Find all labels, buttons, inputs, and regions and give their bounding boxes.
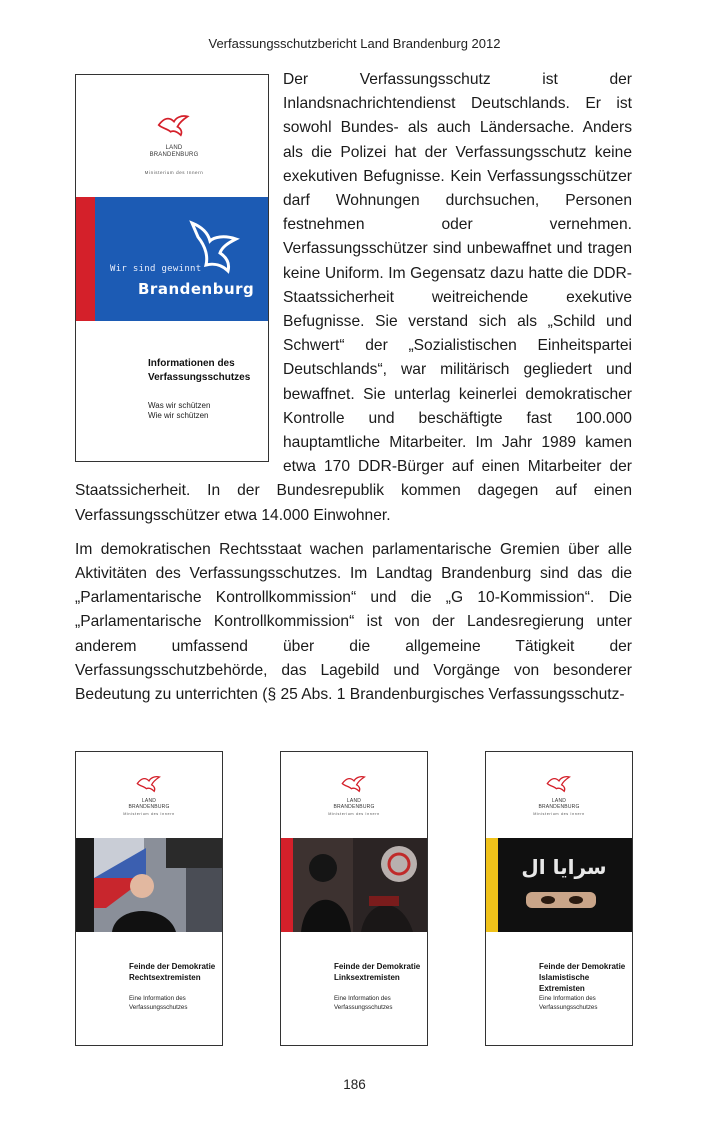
- brochure-cover-islamistische-extremisten: [485, 751, 633, 1046]
- logo-line-brandenburg: BRANDENBURG: [333, 804, 375, 810]
- brochure-title-line2: Islamistische Extremisten: [539, 973, 590, 993]
- brandenburg-logo: [530, 774, 588, 816]
- logo-subline: Ministerium des Innern: [328, 812, 380, 816]
- paragraph-2: Im demokratischen Rechtsstaat wachen parlamentarische Gremien über alle Aktivitäten des Verfassungsschutzes. Im Landtag Brandenburg sind das die „Parlamentarische Kontrollkommission“ und die „G 10-Kommission“. Die „Parlamentarische Kontrollkommission“ ist von der Landesregierung unter anderem umfassend über die allgemeine Tätigkeit der Verfassungsschutzbehörde, das Lagebild und Vorgänge von besonderer Bedeutung zu unterrichten (§ 25 Abs. 1 Brandenburgisches Verfassungsschutz-: [75, 540, 632, 704]
- brochure-title: [334, 961, 426, 983]
- brochure-subtitle: [129, 995, 221, 1012]
- cover-sub-line2: Wie wir schützen: [148, 411, 209, 420]
- eagle-icon: [341, 774, 367, 793]
- page-number: 186: [343, 1077, 366, 1092]
- brochure-cover-rechtsextremisten: [75, 751, 223, 1046]
- cover-sub-line1: Was wir schützen: [148, 401, 211, 410]
- paragraph-1: Der Verfassungsschutz ist der Inlandsnachrichtendienst Deutschlands. Er ist sowohl Bundes- als auch Ländersache. Anders als die Polizei hat der Verfassungsschutz keine exekutiven Befugnisse. Kein Verfassungsschützer darf Wohnungen durchsuchen, Personen festnehmen oder vernehmen. Verfassungsschützer sind unbewaffnet und tragen keine Uniform. Im Gegensatz dazu hatte die DDR-Staatssicherheit weitreichende exekutive Befugnisse. Sie verstand sich als „Schild und Schwert“ der „Sozialistischen Einheitspartei Deutschlands“, war militärisch gegliedert und bewaffnet. Sie unterlag keinerlei demokratischer Kontrolle und beschäftigte fast 100.000 hauptamtliche Mitarbeiter. Im Jahr 1989 kamen etwa 170 DDR-Bürger auf einen Mitarbeiter der Staatssicherheit. In der Bundesrepublik kommen dagegen auf einen Verfassungsschützer etwa 14.000 Einwohner.: [75, 71, 632, 524]
- brochure-row: [75, 751, 633, 1046]
- brochure-title-line2: Rechtsextremisten: [129, 973, 201, 982]
- brochure-sub-line2: Verfassungsschutzes: [129, 1003, 188, 1011]
- logo-subline: Ministerium des Innern: [123, 812, 175, 816]
- logo-line-land: LAND: [165, 145, 183, 152]
- brochure-cover-informationen: [75, 74, 269, 462]
- brochure-title-line1: Feinde der Demokratie: [129, 962, 216, 971]
- logo-line-land: LAND: [141, 798, 157, 804]
- eagle-icon: [546, 774, 572, 793]
- brochure-sub-line1: Eine Information des: [334, 995, 391, 1002]
- band-title: Brandenburg: [138, 280, 255, 298]
- brochure-sub-line2: Verfassungsschutzes: [334, 1003, 393, 1011]
- riot-photo-image: [281, 838, 427, 932]
- running-header: Verfassungsschutzbericht Land Brandenburg 2012: [208, 36, 501, 51]
- brochure-title: [129, 961, 221, 983]
- brochure-title-line1: Feinde der Demokratie: [539, 962, 626, 971]
- logo-line-land: LAND: [551, 798, 567, 804]
- eagle-icon: [157, 113, 191, 137]
- eagle-icon: [136, 774, 162, 793]
- photo-headband-text: سرايا ال: [521, 855, 607, 879]
- band-slogan: Wir sind gewinnt: [110, 264, 202, 274]
- brochure-cover-linksextremisten: [280, 751, 428, 1046]
- masked-figure-photo: [486, 838, 632, 932]
- brandenburg-logo: [120, 774, 178, 816]
- logo-line-brandenburg: BRANDENBURG: [538, 804, 580, 810]
- body-text: [75, 68, 632, 717]
- brochure-title-line1: Feinde der Demokratie: [334, 962, 421, 971]
- brochure-subtitle: [334, 995, 426, 1012]
- brochure-sub-line1: Eine Information des: [129, 995, 186, 1002]
- brochure-title: [539, 961, 631, 994]
- brandenburg-logo: [325, 774, 383, 816]
- cover-title-line2: Verfassungsschutzes: [148, 372, 251, 383]
- masked-figure-photo-image: [486, 838, 632, 932]
- brandenburg-logo: [144, 113, 204, 185]
- cover-title: [148, 357, 268, 385]
- brochure-sub-line1: Eine Information des: [539, 995, 596, 1002]
- logo-line-brandenburg: BRANDENBURG: [128, 804, 170, 810]
- blue-band: [76, 197, 268, 321]
- red-strip: [76, 197, 95, 321]
- riot-photo: [281, 838, 427, 932]
- logo-subline: Ministerium des Innern: [533, 812, 585, 816]
- logo-line-land: LAND: [346, 798, 362, 804]
- rally-photo-image: [76, 838, 222, 932]
- logo-subline: Ministerium des Innern: [144, 170, 204, 176]
- cover-title-line1: Informationen des: [148, 358, 235, 369]
- brochure-title-line2: Linksextremisten: [334, 973, 400, 982]
- cover-subtitle: [148, 401, 268, 421]
- brochure-sub-line2: Verfassungsschutzes: [539, 1003, 598, 1011]
- brochure-subtitle: [539, 995, 631, 1012]
- rally-photo: [76, 838, 222, 932]
- logo-line-brandenburg: BRANDENBURG: [149, 152, 199, 159]
